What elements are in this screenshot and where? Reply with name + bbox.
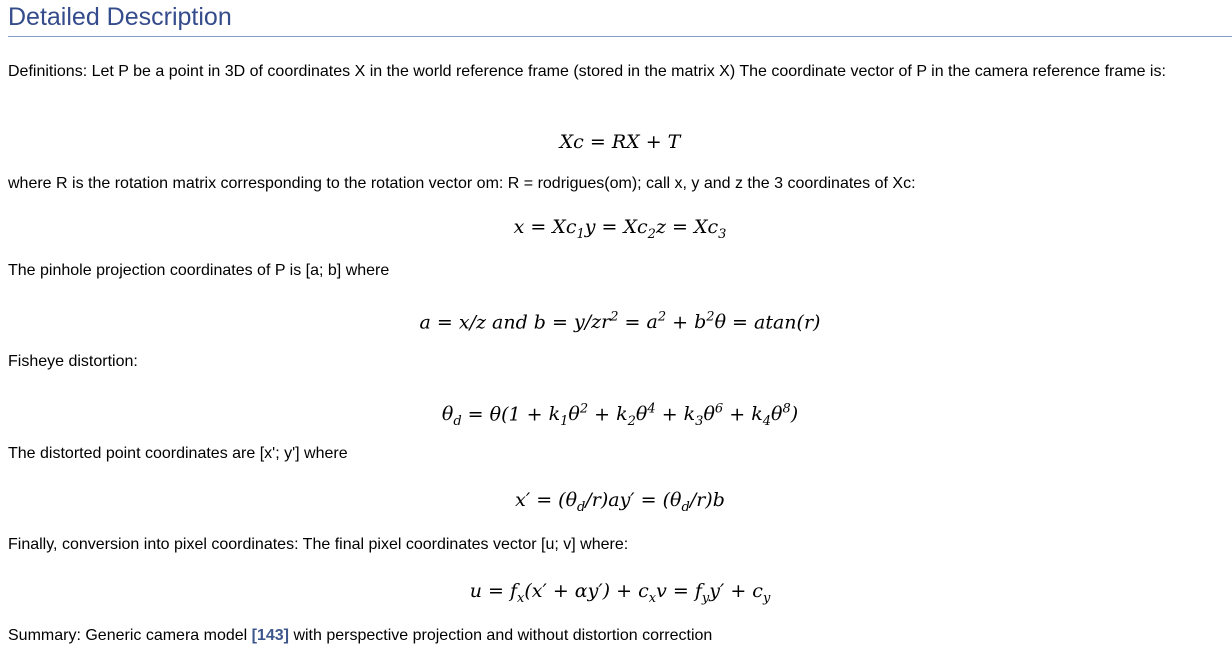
section-title: Detailed Description	[8, 3, 232, 31]
summary-text-end: with perspective projection and without distortion correction	[289, 627, 713, 644]
summary-text: Summary: Generic camera model	[8, 627, 252, 644]
fisheye-paragraph: Fisheye distortion:	[8, 353, 138, 370]
equation-distorted: $x' = (\theta_d/r)ay' = (\theta_d/r)b$	[515, 489, 725, 515]
equation-camera-coords: Xc = RX + T	[559, 131, 681, 153]
equation-pixel: $u = f_x(x' + \alpha y') + c_xv = f_yy' + c_y$	[469, 580, 771, 606]
equation-fisheye: $\theta_d = \theta(1 + k_1\theta^2 + k_2\theta^4 + k_3\theta^6 + k_4\theta^8)$	[441, 402, 799, 430]
rotation-paragraph: where R is the rotation matrix corresponding to the rotation vector om: R = rodrigues(om); call x, y and z the 3 coordinates of Xc:	[8, 175, 916, 192]
detailed-description-section	[8, 0, 1232, 668]
equation-xyz-coords: $x = Xc_1y = Xc_2z = Xc_3$	[513, 216, 727, 242]
pixel-paragraph: Finally, conversion into pixel coordinates: The final pixel coordinates vector [u; v] where:	[8, 536, 629, 553]
section-divider	[8, 36, 1232, 37]
summary-paragraph	[8, 622, 1218, 649]
citation-link[interactable]: [143]	[251, 627, 289, 644]
distorted-paragraph: The distorted point coordinates are [x'; y'] where	[8, 445, 348, 462]
equation-pinhole: a = x/z and $b = y/zr^2 = a^2 + b^2\theta = atan(r)$	[419, 310, 821, 334]
pinhole-paragraph: The pinhole projection coordinates of P is [a; b] where	[8, 262, 390, 279]
definitions-paragraph: Definitions: Let P be a point in 3D of coordinates X in the world reference frame (stored in the matrix X) The coordinate vector of P in the camera reference frame is:	[8, 63, 1166, 80]
